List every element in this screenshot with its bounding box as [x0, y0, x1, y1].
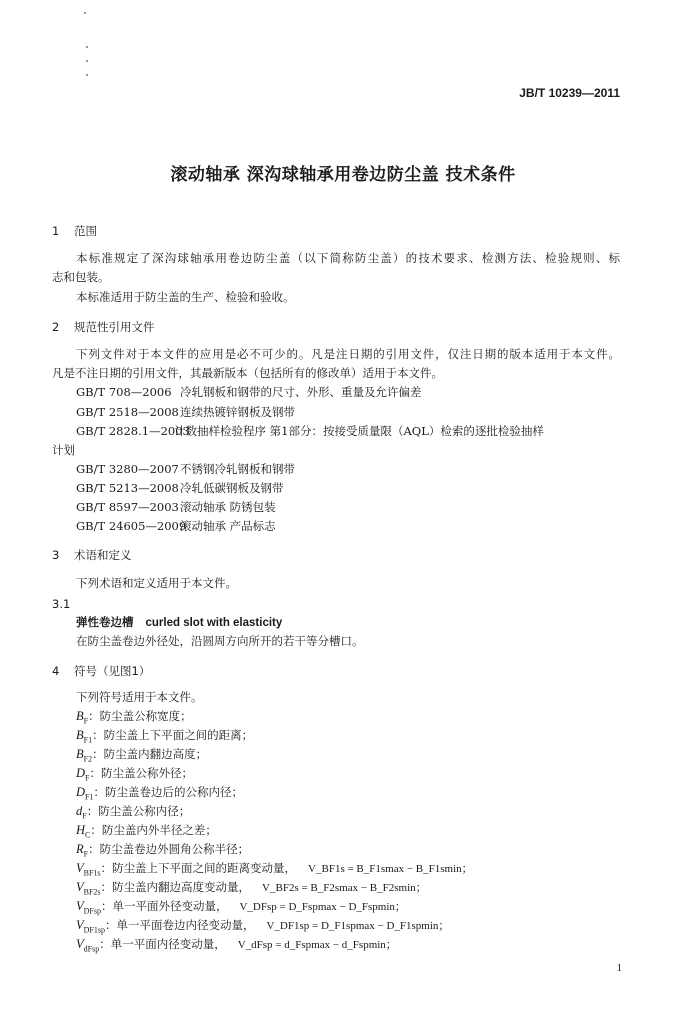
reference-code: GB/T 8597—2003	[76, 500, 179, 514]
paragraph-line: 本标准规定了深沟球轴承用卷边防尘盖（以下简称防尘盖）的技术要求、检测方法、检验规则、标	[76, 251, 620, 265]
symbol-entry	[76, 899, 406, 919]
symbol: $V_{BF2s}$	[76, 880, 101, 897]
section-title: 范围	[74, 224, 97, 238]
symbol-entry	[76, 709, 192, 729]
page-number: 1	[616, 962, 622, 974]
symbol-description: ：防尘盖卷边外圆角公称半径；	[88, 842, 250, 856]
reference-title: 不锈钢冷轧钢板和钢带	[180, 462, 295, 476]
symbol: $d_F$	[76, 804, 87, 821]
term-english: curled slot with elasticity	[145, 617, 283, 629]
reference-title: 连续热镀锌钢板及钢带	[180, 405, 295, 419]
symbol-entry	[76, 842, 249, 862]
paragraph: 下列符号适用于本文件。	[76, 690, 203, 704]
symbol: $V_{DF1sp}$	[76, 918, 105, 935]
symbol-description: ：防尘盖内翻边高度变动量，	[100, 880, 251, 894]
reference-title: 滚动轴承 防锈包装	[180, 500, 276, 514]
section-3-heading	[52, 548, 132, 562]
reference-item	[76, 385, 422, 399]
term-entry	[76, 615, 282, 630]
symbol: $B_{F2}$	[76, 747, 93, 764]
symbol-entry	[76, 937, 397, 957]
scan-speck	[86, 46, 88, 48]
symbol-entry	[76, 747, 207, 767]
section-title: 规范性引用文件	[74, 320, 155, 334]
symbol-formula: V_DF1sp = D_F1spmax − D_F1spmin；	[266, 920, 450, 932]
paragraph-line: 志和包装。	[52, 270, 110, 284]
reference-title: 冷轧钢板和钢带的尺寸、外形、重量及允许偏差	[180, 385, 422, 399]
symbol-entry	[76, 728, 253, 748]
symbol-description: ：防尘盖上下平面之间的距离；	[92, 728, 254, 742]
reference-item	[76, 424, 544, 438]
reference-item	[76, 519, 276, 533]
symbol: $D_F$	[76, 766, 90, 783]
symbol-description: ：单一平面外径变动量，	[100, 899, 228, 913]
section-number: 4	[52, 664, 60, 678]
reference-item	[76, 500, 276, 514]
reference-code: GB/T 708—2006	[76, 385, 172, 399]
reference-continuation: 计划	[52, 443, 75, 457]
symbol-formula: V_DFsp = D_Fspmax − D_Fspmin；	[239, 901, 406, 913]
reference-item	[76, 481, 284, 495]
section-number: 2	[52, 320, 60, 334]
reference-code: GB/T 2828.1—2003	[76, 424, 190, 438]
symbol-description: ：防尘盖公称外径；	[89, 766, 193, 780]
symbol-description: ：防尘盖公称宽度；	[88, 709, 192, 723]
section-2-heading	[52, 320, 155, 334]
symbol-description: ：防尘盖内翻边高度；	[92, 747, 208, 761]
reference-item	[76, 462, 295, 476]
symbol-entry	[76, 785, 243, 805]
symbol: $B_F$	[76, 709, 89, 726]
symbol-entry	[76, 880, 427, 900]
section-1-heading	[52, 224, 97, 238]
symbol: $R_F$	[76, 842, 89, 859]
paragraph: 本标准适用于防尘盖的生产、检验和验收。	[76, 290, 295, 304]
standard-code: JB/T 10239—2011	[519, 86, 620, 100]
scan-speck	[86, 74, 88, 76]
reference-code: GB/T 2518—2008	[76, 405, 179, 419]
symbol-formula: V_BF1s = B_F1smax − B_F1smin；	[308, 863, 473, 875]
section-number: 1	[52, 224, 60, 238]
symbol: $V_{DFsp}$	[76, 899, 101, 916]
paragraph-line: 凡是不注日期的引用文件，其最新版本（包括所有的修改单）适用于本文件。	[52, 366, 443, 380]
subsection-number: 3.1	[52, 597, 71, 611]
symbol-formula: V_dFsp = d_Fspmax − d_Fspmin；	[237, 939, 397, 951]
symbol-description: ：防尘盖内外半径之差；	[90, 823, 217, 837]
term-definition: 在防尘盖卷边外径处，沿圆周方向所开的若干等分槽口。	[76, 634, 364, 648]
symbol-entry	[76, 823, 217, 843]
symbol: $H_C$	[76, 823, 91, 840]
section-title: 符号（见图1）	[74, 664, 151, 678]
symbol-entry	[76, 766, 193, 786]
symbol: $V_{BF1s}$	[76, 861, 101, 878]
symbol: $B_{F1}$	[76, 728, 93, 745]
symbol-entry	[76, 918, 449, 938]
scan-speck	[86, 60, 88, 62]
reference-code: GB/T 3280—2007	[76, 462, 179, 476]
reference-code: GB/T 5213—2008	[76, 481, 179, 495]
reference-title: 计数抽样检验程序 第1部分：按接受质量限（AQL）检索的逐批检验抽样	[174, 424, 544, 438]
reference-title: 滚动轴承 产品标志	[180, 519, 276, 533]
reference-item	[76, 405, 295, 419]
paragraph: 下列术语和定义适用于本文件。	[76, 576, 237, 590]
section-number: 3	[52, 548, 60, 562]
symbol-entry	[76, 804, 190, 824]
symbol-entry	[76, 861, 473, 881]
symbol: $D_{F1}$	[76, 785, 94, 802]
symbol-formula: V_BF2s = B_F2smax − B_F2smin；	[262, 882, 427, 894]
reference-title: 冷轧低碳钢板及钢带	[180, 481, 284, 495]
term-chinese: 弹性卷边槽	[76, 615, 134, 629]
symbol-description: ：单一平面内径变动量，	[99, 937, 226, 951]
symbol-description: ：防尘盖公称内径；	[86, 804, 191, 818]
section-4-heading	[52, 664, 150, 678]
symbol-description: ：防尘盖上下平面之间的距离变动量，	[100, 861, 297, 875]
document-title: 滚动轴承 深沟球轴承用卷边防尘盖 技术条件	[170, 165, 516, 185]
symbol-description: ：单一平面卷边内径变动量，	[104, 918, 255, 932]
reference-code: GB/T 24605—2009	[76, 519, 187, 533]
symbol: $V_{dFsp}$	[76, 937, 100, 954]
scan-speck	[84, 12, 86, 14]
section-title: 术语和定义	[74, 548, 132, 562]
symbol-description: ：防尘盖卷边后的公称内径；	[93, 785, 243, 799]
paragraph-line: 下列文件对于本文件的应用是必不可少的。凡是注日期的引用文件，仅注日期的版本适用于本文件。	[76, 347, 620, 361]
